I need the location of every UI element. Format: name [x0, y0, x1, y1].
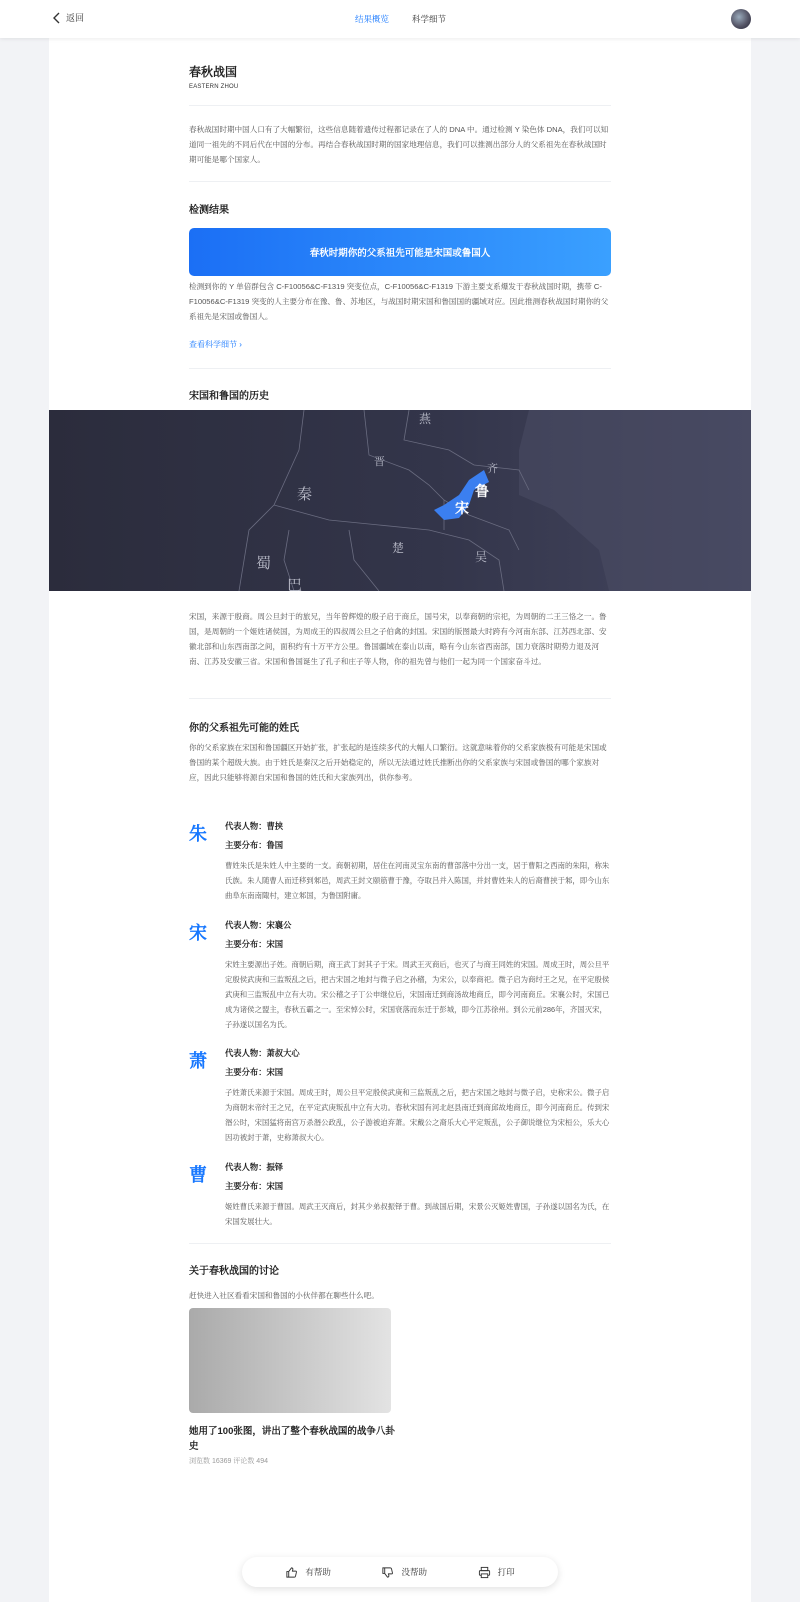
surname-desc: 姬姓曹氏来源于曹国。周武王灭商后，封其少弟叔振铎于曹。到战国后期，宋景公灭姬姓曹国，子孙遂以国名为氏，在宋国发展壮大。 — [225, 1202, 610, 1226]
discussion-subtitle: 赶快进入社区看看宋国和鲁国的小伙伴都在聊些什么吧。 — [189, 1291, 379, 1300]
surname-body — [225, 820, 611, 903]
science-details-link[interactable] — [189, 339, 242, 350]
surname-region: 主要分布：宋国 — [225, 1181, 284, 1191]
not-helpful-button[interactable] — [381, 1566, 427, 1579]
surname-region: 主要分布：宋国 — [225, 939, 284, 949]
surname-figure: 代表人物：曹挟 — [225, 821, 284, 831]
chevron-left-icon — [52, 12, 61, 24]
article-meta: 浏览数 16369 评论数 494 — [189, 1458, 268, 1465]
result-banner-text: 春秋时期你的父系祖先可能是宋国或鲁国人 — [309, 248, 491, 259]
map-label-qin: 秦 — [297, 485, 313, 503]
article-title[interactable]: 她用了100张图，讲出了整个春秋战国的战争八卦史 — [189, 1426, 395, 1452]
surname-heading: 你的父系祖先可能的姓氏 — [189, 723, 299, 734]
surname-body — [225, 919, 611, 1032]
history-text-wrap — [189, 609, 611, 669]
thumbs-down-icon — [381, 1566, 394, 1579]
article-thumbnail[interactable] — [189, 1308, 391, 1413]
science-details-link-label: 查看科学细节 — [189, 340, 237, 349]
divider — [189, 1243, 611, 1244]
chevron-right-icon: › — [239, 340, 242, 349]
helpful-button[interactable] — [285, 1566, 331, 1579]
tab-overview[interactable]: 结果概览 — [355, 14, 390, 24]
surname-char: 宋 — [189, 923, 207, 944]
printer-icon — [478, 1566, 491, 1579]
map-label-lu: 鲁 — [475, 484, 489, 500]
discussion-header — [189, 1262, 611, 1277]
page-title: 春秋战国 — [189, 65, 238, 79]
map-label-song: 宋 — [455, 501, 469, 517]
history-text: 宋国，来源于殷商。周公旦封于的旅兄，当年曾辉煌的殷子启于商丘，国号宋，以奉商朝的宗祀，为周朝的二王三恪之一。鲁国，是周朝的一个姬姓诸侯国，为周成王的四叔周公旦之子伯禽的封国。宋国的版图最大时跨有今河南东部、江苏西北部、安徽北部和山东西南部之间，面积约有十万平方公里。鲁国疆域在泰山以南，略有今山东省西南部，国力衰落时期势力退及河南、江苏及安徽三省。宋国和鲁国诞生了孔子和庄子等人物，你的祖先曾与他们一起为同一个国家奋斗过。 — [189, 612, 607, 666]
history-heading: 宋国和鲁国的历史 — [189, 391, 269, 402]
intro-section — [189, 122, 611, 167]
surname-item — [189, 1161, 611, 1226]
thumbs-up-icon — [285, 1566, 298, 1579]
map-label-ba: 巴 — [287, 576, 303, 591]
surname-intro: 你的父系家族在宋国和鲁国疆区开始扩张，扩张起的是连续多代的大幅人口繁衍。这就意味着你的父系家族极有可能是宋国或鲁国的某个超级大族。由于姓氏是秦汉之后开始稳定的，所以无法通过姓氏推断出你的父系家族与宋国或鲁国的哪个家族对应，因此只能够将源自宋国和鲁国的姓氏和大家族列出，供你参考。 — [189, 743, 607, 782]
map-label-chu: 楚 — [392, 541, 405, 555]
feedback-bar — [242, 1557, 558, 1587]
surname-figure: 代表人物：振铎 — [225, 1162, 284, 1172]
map-label-qi: 齐 — [487, 462, 498, 475]
surname-figure: 代表人物：萧叔大心 — [225, 1048, 300, 1058]
tab-bar — [355, 13, 446, 25]
surname-item — [189, 1047, 611, 1151]
page-subtitle: EASTERN ZHOU — [189, 84, 239, 90]
result-desc-wrap — [189, 279, 611, 324]
map-graphic — [49, 410, 751, 591]
surname-char: 萧 — [189, 1051, 207, 1072]
surname-body — [225, 1047, 611, 1145]
divider — [189, 368, 611, 369]
main-card — [49, 38, 751, 1602]
map-label-shu: 蜀 — [256, 554, 272, 572]
result-heading: 检测结果 — [189, 205, 229, 216]
top-navbar — [0, 0, 800, 38]
intro-text: 春秋战国时期中国人口有了大幅繁衍，这些信息随着遗传过程都记录在了人的 DNA 中。通过检测 Y 染色体 DNA，我们可以知道同一祖先的不同后代在中国的分布。再结合春秋战国时期的国家地理信息，我们可以推测出部分人的父系祖先在春秋战国时期可能是哪个国家人。 — [189, 125, 609, 164]
divider — [189, 698, 611, 699]
result-heading-wrap — [189, 201, 611, 216]
back-label: 返回 — [66, 13, 85, 23]
divider — [189, 181, 611, 182]
avatar[interactable] — [731, 9, 751, 29]
map-label-wu: 吴 — [475, 550, 488, 564]
discussion-heading: 关于春秋战国的讨论 — [189, 1266, 279, 1277]
map-label-yan: 燕 — [419, 412, 432, 426]
not-helpful-label: 没帮助 — [401, 1567, 427, 1577]
surname-char: 朱 — [189, 824, 207, 845]
history-heading-wrap — [189, 387, 611, 402]
surname-item — [189, 919, 611, 1037]
surname-region: 主要分布：鲁国 — [225, 840, 284, 850]
result-banner — [189, 228, 611, 276]
surname-intro-wrap — [189, 740, 611, 785]
surname-region: 主要分布：宋国 — [225, 1067, 284, 1077]
surname-desc: 曹姓朱氏是朱姓人中主要的一支。商朝初期，居住在河南灵宝东南的曹部落中分出一支，居于曹阳之西南的朱阳，称朱氏族。朱人随曹人而迁移到邾邑，周武王封文颐筋曹于豫，夺取吕并入陈国，并封曹姓朱人的后裔曹挟于邾，即今山东曲阜东南南陬村，建立邾国，为鲁国附庸。 — [225, 861, 610, 900]
divider — [189, 105, 611, 106]
surname-figure: 代表人物：宋襄公 — [225, 920, 292, 930]
map-label-jin: 晋 — [374, 455, 385, 468]
surname-char: 曹 — [189, 1165, 207, 1186]
surname-desc: 宋姓主要源出子姓。商朝后期，商王武丁封其子于宋。周武王灭商后，也灭了与商王同姓的宋国。周成王时，周公旦平定殷侯武庚和三监叛乱之后，把古宋国之地封与微子启之孙稽，为宋公，以奉商祀。微子启为商纣王之兄，在平定殷侯武庚和三监叛乱中立有大功。宋公稽之子丁公申继位后，宋国南迁到商汤故地商丘，即今河南商丘。宋襄公时，宋国已成为诸侯之盟主，春秋五霸之一。至宋悼公时，宋国衰落而东迁于彭城，即今江苏徐州。到公元前286年，齐国灭宋，子孙遂以国名为氏。 — [225, 960, 610, 1029]
print-button[interactable] — [478, 1566, 515, 1579]
tab-science-details[interactable]: 科学细节 — [412, 14, 447, 24]
helpful-label: 有帮助 — [305, 1567, 331, 1577]
surname-body — [225, 1161, 611, 1229]
history-map — [49, 410, 751, 591]
surname-desc: 子姓萧氏来源于宋国。周成王时，周公旦平定殷侯武庚和三监叛乱之后，把古宋国之地封与微子启，史称宋公。微子启为商朝末帝纣王之兄，在平定武庚叛乱中立有大功。春秋宋国有河北赵县南迁到商邱故地商丘，即今河南商丘。传到宋湣公时，宋国猛将南宫万杀湣公政乱，公子游被迫弃萧。宋戴公之裔乐大心平定叛乱，公子御说继位为宋桓公，乐大心因功被封于萧，史称萧叔大心。 — [225, 1088, 610, 1142]
print-label: 打印 — [497, 1567, 515, 1577]
surname-section-header — [189, 719, 611, 734]
back-button[interactable] — [52, 11, 84, 24]
discussion-subtitle-wrap — [189, 1288, 611, 1303]
surname-item — [189, 820, 611, 910]
result-description: 检测到你的 Y 单倍群包含 C-F10056&C-F1319 突变位点，C-F10056&C-F1319 下游主要支系爆发于春秋战国时期，携带 C-F10056&C-F1319 突变的人主要分布在豫、鲁、苏地区，与战国时期宋国和鲁国国的疆域对应。因此推测春秋战国时期你的父系祖先是宋国或鲁国人。 — [189, 282, 609, 321]
page-header — [189, 63, 611, 90]
